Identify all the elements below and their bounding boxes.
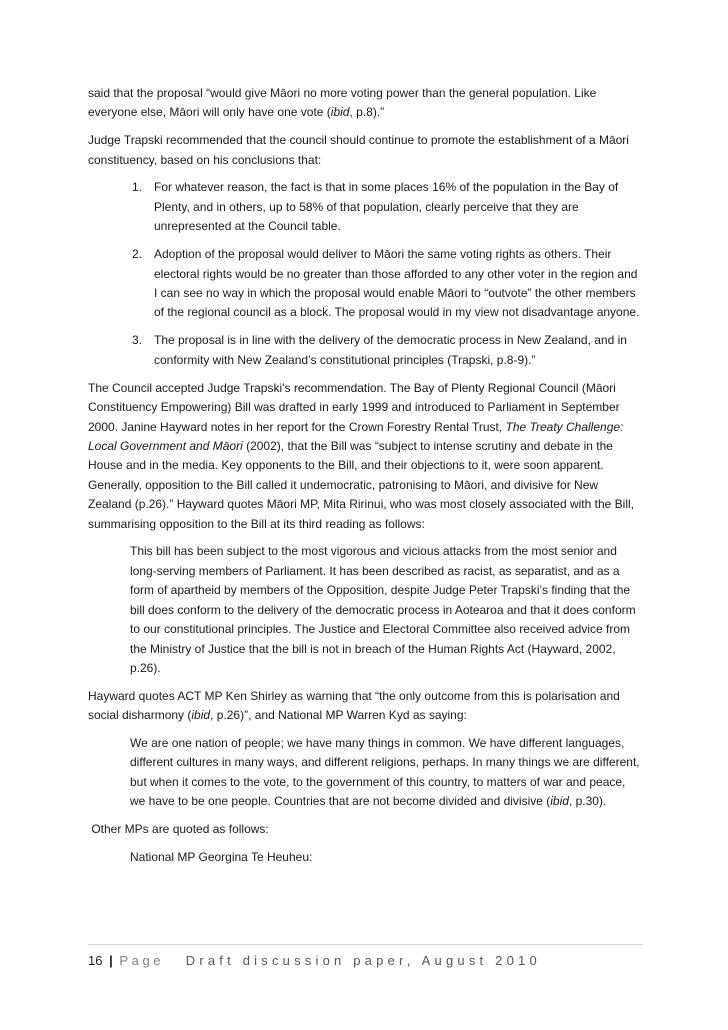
- block-quote-ririnui: This bill has been subject to the most vigorous and vicious attacks from the most senior and long-serving members of Parliament. It has been described as racist, as separatist, and as a form of apartheid by members of the Opposition, despite Judge Peter Trapski’s finding that the bill does conform to the delivery of the democratic process in Aotearoa and that it does conform to our constitutional principles. The Justice and Electoral Committee also received advice from the Ministry of Justice that the bill is not in breach of the Human Rights Act (Hayward, 2002, p.26).: [130, 544, 636, 675]
- page-number: 16: [88, 953, 103, 968]
- page-footer: [88, 944, 643, 970]
- paragraph-council-accepted: The Council accepted Judge Trapski’s recommendation. The Bay of Plenty Regional Council (Māori Constituency Empowering) Bill was drafted in early 1999 and introduced to Parliament in September 2000. Janine Hayward notes in her report for the Crown Forestry Rental Trust, The Treaty Challenge: Local Government and Māori (2002), that the Bill was “subject to intense scrutiny and debate in the House and in the media. Key opponents to the Bill, and their objections to it, were soon apparent. Generally, opposition to the Bill called it undemocratic, patronising to Māori, and divisive for New Zealand (p.26).” Hayward quotes Māori MP, Mita Ririnui, who was most closely associated with the Bill, summarising opposition to the Bill at its third reading as follows:: [88, 380, 634, 531]
- document-page: [88, 84, 643, 876]
- list-number: 1.: [132, 180, 143, 195]
- list-item: 3. The proposal is in line with the delivery of the democratic process in New Zealand, and in conformity with New Zealand’s constitutional principles (Trapski, p.8-9).”: [132, 333, 627, 367]
- footer-separator: |: [109, 953, 113, 968]
- block-quote-kyd: We are one nation of people; we have many things in common. We have different languages, different cultures in many ways, and different religions, perhaps. In many things we are different, but when it comes to the vote, to the government of this country, to matters of war and peace, we have to be one people. Countries that are not become divided and divisive (ibid, p.30).: [130, 735, 640, 809]
- paragraph-trapski-recommendation: Judge Trapski recommended that the council should continue to promote the establishment of a Māori constituency, based on his conclusions that:: [88, 133, 629, 167]
- findings-list: [88, 178, 643, 370]
- list-number: 2.: [132, 247, 143, 262]
- paragraph-other-mps: Other MPs are quoted as follows:: [88, 821, 269, 836]
- paragraph-proposal-quote: said that the proposal “would give Māori no more voting power than the general population. Like everyone else, Māori will only have one vote (ibid, p.8).”: [88, 86, 597, 120]
- list-item: 1. For whatever reason, the fact is that in some places 16% of the population in the Bay of Plenty, and in others, up to 58% of that population, clearly perceive that they are unrepresented at the Council table.: [132, 180, 619, 234]
- list-number: 3.: [132, 333, 143, 348]
- block-quote-te-heuheu: National MP Georgina Te Heuheu:: [130, 849, 313, 864]
- list-item: 2. Adoption of the proposal would deliver to Māori the same voting rights as others. Their electoral rights would be no greater than those afforded to any other voter in the region and I can see no way in which the proposal would enable Māori to “outvote” the other members of the regional council as a block. The proposal would in my view not disadvantage anyone.: [132, 247, 640, 320]
- footer-document-title: Draft discussion paper, August 2010: [185, 953, 541, 968]
- page-label: Page: [119, 953, 165, 968]
- paragraph-shirley-kyd: Hayward quotes ACT MP Ken Shirley as warning that “the only outcome from this is polarisation and social disharmony (ibid, p.26)”, and National MP Warren Kyd as saying:: [88, 688, 620, 723]
